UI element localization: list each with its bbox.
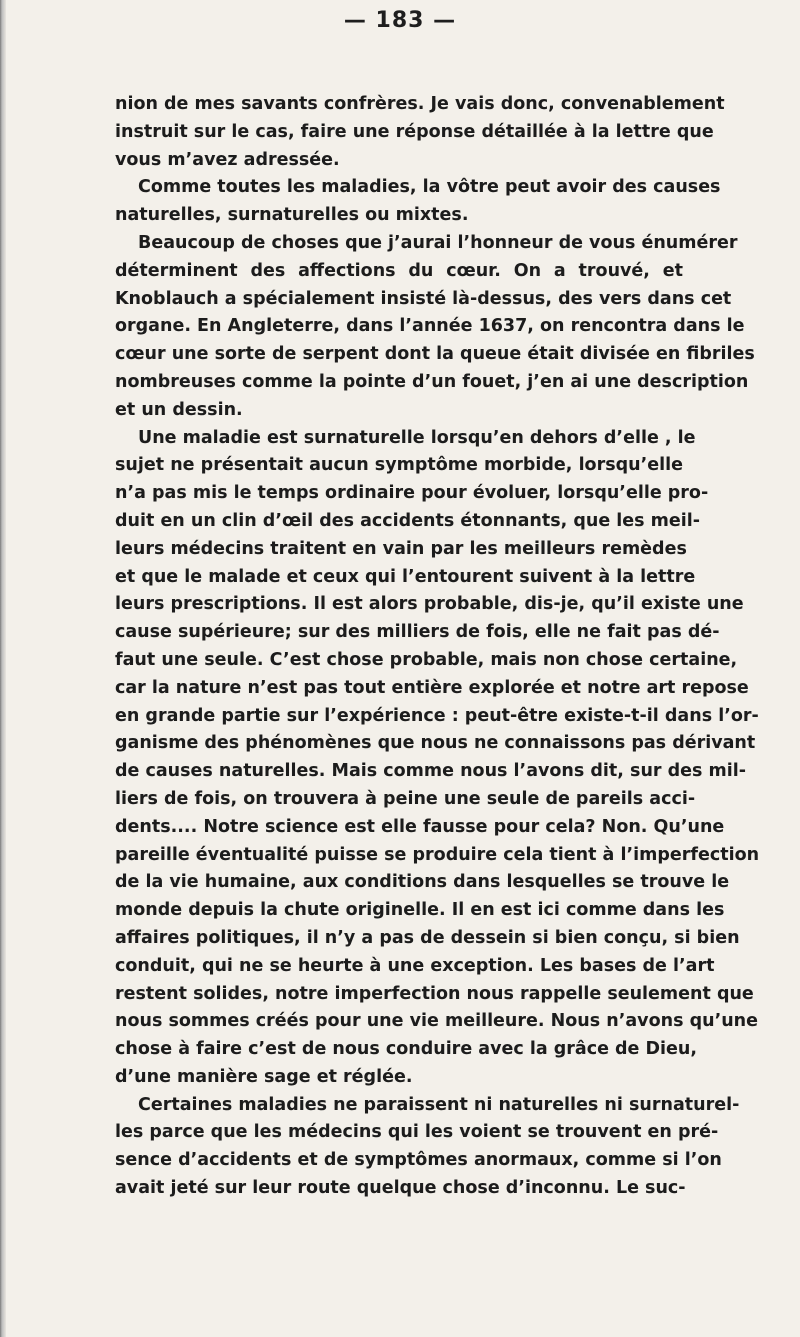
page-number: — 183 — (343, 8, 457, 33)
text-line: déterminent des affections du cœur. On a trouvé, et (115, 260, 683, 281)
text-line: Une maladie est surnaturelle lorsqu’en dehors d’elle , le (138, 427, 696, 448)
text-line: naturelles, surnaturelles ou mixtes. (115, 205, 469, 226)
text-line: leurs prescriptions. Il est alors probable, dis-je, qu’il existe une (115, 594, 744, 615)
text-line: monde depuis la chute originelle. Il en est ici comme dans les (115, 900, 725, 921)
text-line: Comme toutes les maladies, la vôtre peut avoir des causes (138, 177, 721, 198)
text-line: n’a pas mis le temps ordinaire pour évoluer, lorsqu’elle pro- (115, 483, 709, 504)
text-line: car la nature n’est pas tout entière explorée et notre art repose (115, 677, 749, 698)
text-line: Knoblauch a spécialement insisté là-dessus, des vers dans cet (115, 288, 732, 309)
text-line: sujet ne présentait aucun symptôme morbide, lorsqu’elle (115, 455, 683, 476)
text-line: avait jeté sur leur route quelque chose d’inconnu. Le suc- (115, 1178, 686, 1199)
text-line: de la vie humaine, aux conditions dans lesquelles se trouve le (115, 872, 730, 893)
text-line: vous m’avez adressée. (115, 149, 340, 170)
text-line: conduit, qui ne se heurte à une exception. Les bases de l’art (115, 955, 715, 976)
text-line: Certaines maladies ne paraissent ni naturelles ni surnaturel- (138, 1094, 740, 1115)
text-line: cœur une sorte de serpent dont la queue était divisée en fibriles (115, 344, 755, 365)
text-line: sence d’accidents et de symptômes anormaux, comme si l’on (115, 1150, 722, 1171)
text-line: cause supérieure; sur des milliers de fois, elle ne fait pas dé- (115, 622, 720, 643)
text-line: leurs médecins traitent en vain par les meilleurs remèdes (115, 538, 687, 559)
text-line: et que le malade et ceux qui l’entourent suivent à la lettre (115, 566, 696, 587)
text-line: en grande partie sur l’expérience : peut-être existe-t-il dans l’or- (115, 705, 759, 726)
text-line: d’une manière sage et réglée. (115, 1066, 413, 1087)
text-line: ganisme des phénomènes que nous ne connaissons pas dérivant (115, 733, 756, 754)
text-line: les parce que les médecins qui les voient se trouvent en pré- (115, 1122, 719, 1143)
text-line: chose à faire c’est de nous conduire avec la grâce de Dieu, (115, 1039, 698, 1060)
text-line: duit en un clin d’œil des accidents étonnants, que les meil- (115, 510, 701, 531)
text-line: affaires politiques, il n’y a pas de dessein si bien conçu, si bien (115, 927, 740, 948)
text-line: liers de fois, on trouvera à peine une seule de pareils acci- (115, 788, 696, 809)
text-line: nous sommes créés pour une vie meilleure. Nous n’avons qu’une (115, 1011, 758, 1032)
text-line: Beaucoup de choses que j’aurai l’honneur de vous énumérer (138, 232, 738, 253)
text-line: nombreuses comme la pointe d’un fouet, j’en ai une description (115, 371, 749, 392)
page-binding-edge (0, 0, 6, 1337)
text-line: dents.... Notre science est elle fausse pour cela? Non. Qu’une (115, 816, 725, 837)
text-line: organe. En Angleterre, dans l’année 1637, on rencontra dans le (115, 316, 745, 337)
text-line: nion de mes savants confrères. Je vais donc, convenablement (115, 94, 725, 114)
body-text (115, 91, 760, 1203)
text-line: et un dessin. (115, 399, 243, 420)
text-line: de causes naturelles. Mais comme nous l’avons dit, sur des mil- (115, 761, 747, 782)
text-line: pareille éventualité puisse se produire cela tient à l’imperfection (115, 844, 760, 865)
text-line: instruit sur le cas, faire une réponse détaillée à la lettre que (115, 121, 714, 142)
text-line: restent solides, notre imperfection nous rappelle seulement que (115, 983, 754, 1004)
text-line: faut une seule. C’est chose probable, mais non chose certaine, (115, 649, 738, 670)
